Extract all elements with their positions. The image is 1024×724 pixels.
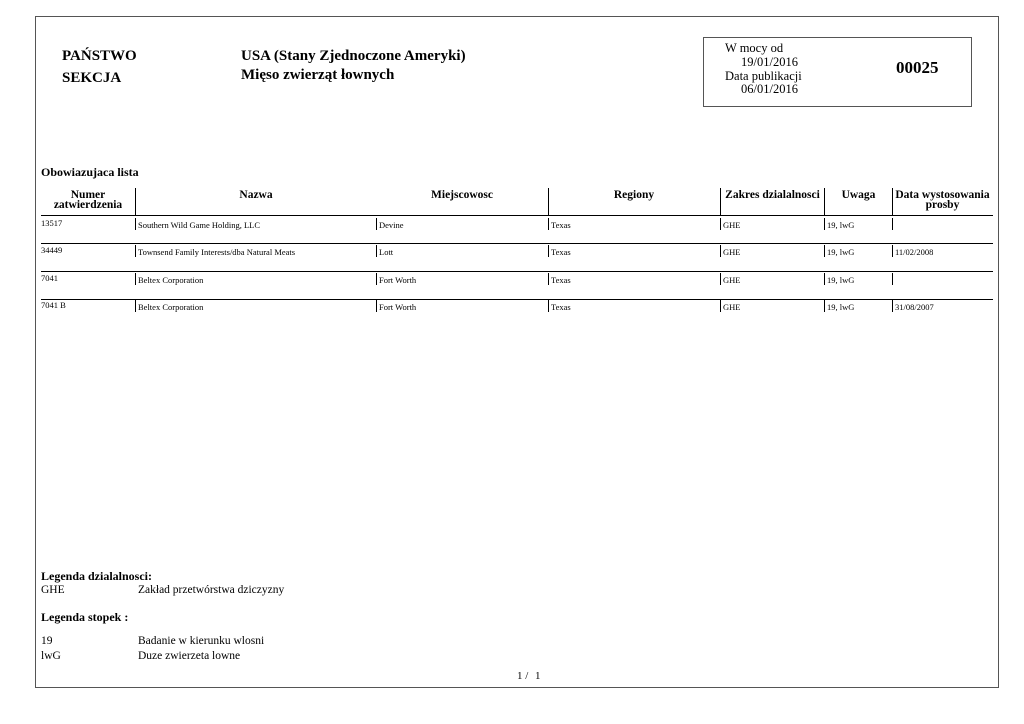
cell-scope: GHE [723,275,741,285]
header-separator [548,188,549,215]
document-number: 00025 [896,58,939,77]
cell-separator [892,273,893,285]
cell-separator [892,300,893,312]
cell-scope: GHE [723,302,741,312]
legend-footnote-code: lwG [41,650,61,662]
cell-remark: 19, lwG [827,247,855,257]
cell-separator [548,300,549,312]
cell-separator [824,218,825,230]
country-value: USA (Stany Zjednoczone Ameryki) [241,48,466,64]
cell-remark: 19, lwG [827,302,855,312]
cell-separator [376,300,377,312]
cell-remark: 19, lwG [827,275,855,285]
col-city: Miejscowosc [431,189,493,201]
cell-region: Texas [551,302,571,312]
cell-separator [376,273,377,285]
cell-region: Texas [551,247,571,257]
cell-region: Texas [551,220,571,230]
cell-separator [824,245,825,257]
cell-name: Beltex Corporation [138,302,204,312]
cell-separator [376,245,377,257]
cell-separator [376,218,377,230]
header-separator [720,188,721,215]
row-rule [41,299,993,300]
cell-remark: 19, lwG [827,220,855,230]
col-region: Regiony [613,189,655,201]
col-date-line2: prosby [925,199,960,211]
page-number-total: 1 [535,670,541,682]
cell-separator [720,273,721,285]
cell-number: 7041 [41,273,58,283]
cell-separator [135,273,136,285]
legend-footnote-code: 19 [41,635,53,647]
cell-separator [824,300,825,312]
list-title: Obowiazujaca lista [41,165,139,179]
cell-number: 7041 B [41,300,66,310]
cell-scope: GHE [723,247,741,257]
legend-activity-code: GHE [41,584,65,596]
cell-separator [824,273,825,285]
cell-separator [720,218,721,230]
validity-box [703,37,972,107]
cell-city: Devine [379,220,404,230]
col-name: Nazwa [239,189,273,201]
legend-activity-text: Zakład przetwórstwa dziczyzny [138,584,285,596]
in-force-label: W mocy od [725,41,784,55]
publication-date: 06/01/2016 [741,82,798,96]
section-value: Mięso zwierząt łownych [241,67,395,83]
col-date [893,190,992,210]
cell-date: 31/08/2007 [895,302,934,312]
col-number-line2: zatwierdzenia [53,199,123,211]
cell-separator [135,300,136,312]
in-force-date: 19/01/2016 [741,55,798,69]
country-label: PAŃSTWO [62,48,137,64]
legend-activity-title: Legenda dzialalnosci: [41,569,153,583]
header-separator [892,188,893,215]
cell-scope: GHE [723,220,741,230]
legend-footnotes-title: Legenda stopek : [41,610,129,624]
cell-city: Lott [379,247,394,257]
cell-city: Fort Worth [379,302,417,312]
header-rule [41,215,993,216]
col-remark: Uwaga [841,189,876,201]
col-number-line1: Numer [70,189,106,201]
col-date-line1: Data wystosowania [895,189,990,201]
cell-name: Townsend Family Interests/dba Natural Meats [138,247,296,257]
cell-separator [548,273,549,285]
legend-footnote-text: Duze zwierzeta lowne [138,650,241,662]
cell-separator [135,218,136,230]
col-number [41,190,135,210]
cell-separator [720,300,721,312]
cell-separator [892,218,893,230]
header-separator [135,188,136,215]
cell-number: 34449 [41,245,63,255]
header-separator [824,188,825,215]
cell-name: Southern Wild Game Holding, LLC [138,220,261,230]
row-rule [41,271,993,272]
cell-number: 13517 [41,218,63,228]
page-number-current: 1 / [517,670,529,682]
section-label: SEKCJA [62,70,122,86]
cell-separator [720,245,721,257]
cell-separator [548,245,549,257]
cell-date: 11/02/2008 [895,247,934,257]
legend-footnote-text: Badanie w kierunku wlosni [138,635,265,647]
cell-city: Fort Worth [379,275,417,285]
cell-separator [548,218,549,230]
col-scope: Zakres dzialalnosci [725,189,820,201]
cell-separator [135,245,136,257]
cell-name: Beltex Corporation [138,275,204,285]
cell-region: Texas [551,275,571,285]
cell-separator [892,245,893,257]
row-rule [41,243,993,244]
publication-label: Data publikacji [725,69,802,83]
